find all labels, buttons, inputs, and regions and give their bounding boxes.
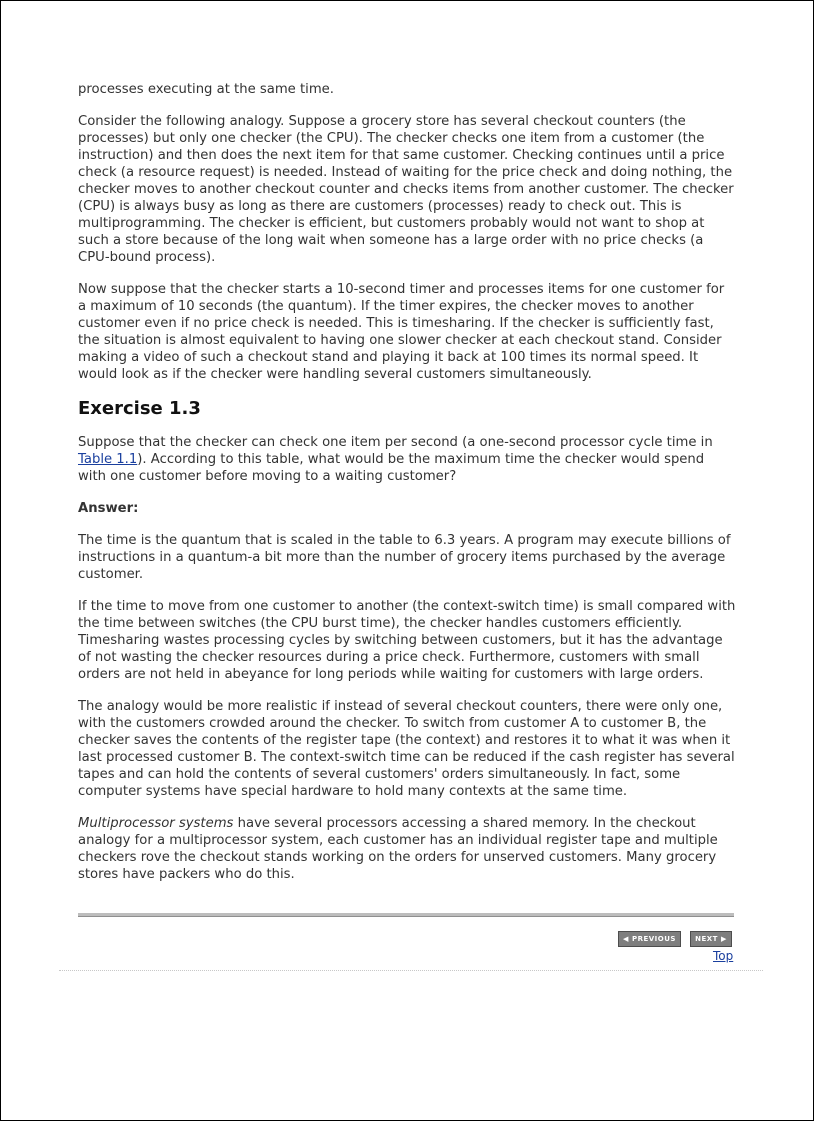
question-text-start: Suppose that the checker can check one item per second (a one-second processor cycle time in <box>78 435 713 450</box>
question-text-end: ). According to this table, what would be the maximum time the checker would spend with one customer before moving to a waiting customer? <box>78 452 705 484</box>
paragraph-intro: processes executing at the same time. <box>78 82 334 97</box>
multiprocessor-term: Multiprocessor systems <box>78 816 234 831</box>
answer-label: Answer: <box>78 501 139 516</box>
next-button[interactable] <box>690 931 732 947</box>
chevron-left-icon: ◀ <box>623 935 629 943</box>
paragraph-analogy: Consider the following analogy. Suppose a grocery store has several checkout counters (the processes) but only one checker (the CPU). The checker checks one item from a customer (the instruction) and then does the next item for that same customer. Checking continues until a price check (a resource request) is needed. Instead of waiting for the price check and doing nothing, the checker moves to another checkout counter and checks items from another customer. The checker (CPU) is always busy as long as there are customers (processes) ready to check out. This is multiprogramming. The checker is efficient, but customers probably would not want to shop at such a store because of the long wait when someone has a large order with no price checks (a CPU-bound process). <box>78 114 734 265</box>
document-body <box>78 81 736 898</box>
answer-paragraph-3: The analogy would be more realistic if instead of several checkout counters, there were only one, with the customers crowded around the checker. To switch from customer A to customer B, the checker saves the contents of the register tape (the context) and restores it to what it was when it last processed customer B. The context-switch time can be reduced if the cash register has several tapes and can hold the contents of several customers' orders simultaneously. In fact, some computer systems have special hardware to hold many contexts at the same time. <box>78 699 735 799</box>
next-label: NEXT <box>695 935 718 943</box>
paragraph-timesharing: Now suppose that the checker starts a 10-second timer and processes items for one customer for a maximum of 10 seconds (the quantum). If the timer expires, the checker moves to another customer even if no price check is needed. This is timesharing. If the checker is sufficiently fast, the situation is almost equivalent to having one slower checker at each checkout stand. Consider making a video of such a checkout stand and playing it back at 100 times its normal speed. It would look as if the checker were handling several customers simultaneously. <box>78 282 725 382</box>
chevron-right-icon: ▶ <box>720 935 727 943</box>
previous-label: PREVIOUS <box>631 935 676 943</box>
table-1-1-link[interactable]: Table 1.1 <box>78 452 138 467</box>
previous-button[interactable] <box>618 931 681 947</box>
exercise-question <box>78 434 736 485</box>
answer-paragraph-4 <box>78 815 736 883</box>
horizontal-rule <box>78 913 734 917</box>
dotted-divider <box>59 970 763 971</box>
exercise-heading: Exercise 1.3 <box>78 398 201 419</box>
answer-paragraph-2: If the time to move from one customer to another (the context-switch time) is small compared with the time between switches (the CPU burst time), the checker handles customers efficiently. Timesharing wastes processing cycles by switching between customers, but it has the advantage of not wasting the checker resources during a price check. Furthermore, customers with small orders are not held in abeyance for long periods while waiting for customers with large orders. <box>78 599 736 682</box>
top-link[interactable]: Top <box>713 949 734 963</box>
answer-paragraph-4-text: have several processors accessing a shared memory. In the checkout analogy for a multiprocessor system, each customer has an individual register tape and multiple checkers rove the checkout stands working on the orders for unserved customers. Many grocery stores have packers who do this. <box>78 816 718 882</box>
answer-paragraph-1: The time is the quantum that is scaled in the table to 6.3 years. A program may execute billions of instructions in a quantum-a bit more than the number of grocery items purchased by the average customer. <box>78 533 731 582</box>
